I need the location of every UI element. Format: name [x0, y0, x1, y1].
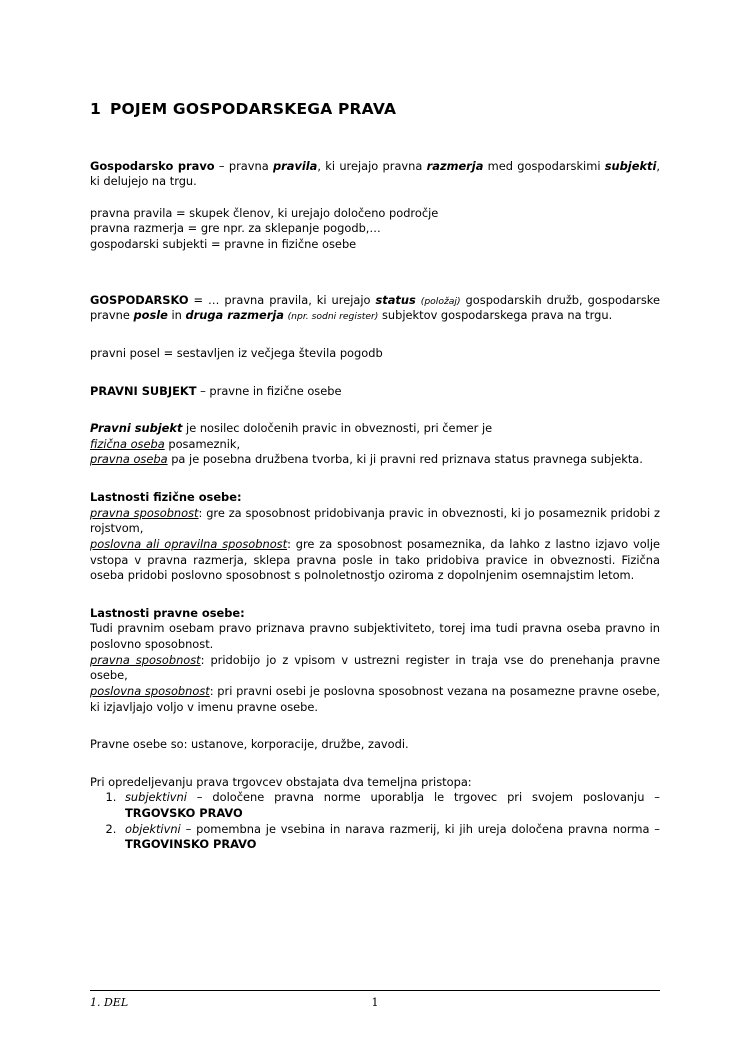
term-poslovna-ali-opravilna-sposobnost: poslovna ali opravilna sposobnost	[90, 536, 288, 551]
term-pravna-sposobnost: pravna sposobnost	[90, 505, 199, 520]
spacer	[90, 253, 660, 293]
text-fragment: = … pravna pravila, ki urejajo	[188, 292, 376, 307]
page-number: 1	[371, 996, 379, 1009]
spacer	[90, 715, 660, 737]
term-gospodarsko-pravo: Gospodarsko pravo	[90, 158, 215, 173]
term-pravna-sposobnost: pravna sposobnost	[90, 652, 201, 667]
emphasis-druga-razmerja: druga razmerja	[185, 308, 284, 323]
paragraph-gospodarsko-pravo-definition	[90, 159, 660, 190]
emphasis-razmerja: razmerja	[426, 158, 484, 173]
emphasis-status: status	[375, 292, 416, 307]
footer-divider	[90, 990, 660, 991]
spacer	[90, 119, 660, 159]
text-fragment: – pravna	[214, 158, 273, 173]
approach-list	[90, 790, 660, 853]
text-fragment: : pridobijo jo z vpisom v ustrezni register in traja vse do prenehanja pravne osebe,	[90, 652, 660, 683]
spacer	[90, 324, 660, 346]
line-pristopi-intro: Pri opredeljevanju prava trgovcev obstajata dva temeljna pristopa:	[90, 774, 472, 789]
emphasis-subjekti: subjekti	[604, 158, 657, 173]
document-body	[90, 100, 660, 853]
line-pravni-subjekt-definition	[90, 421, 660, 437]
text-fragment: – določene pravna norme uporablja le trgovec pri svojem poslovanju –	[186, 790, 660, 805]
line-pravne-osebe-so: Pravne osebe so: ustanove, korporacije, družbe, zavodi.	[90, 737, 409, 752]
spacer	[90, 399, 660, 421]
parenthetical-sodni-register: (npr. sodni register)	[287, 311, 379, 323]
text-fragment: gospodarskih družb, gospodarske pravne	[90, 292, 661, 323]
emphasis-pravni-subjekt: Pravni subjekt	[90, 421, 183, 436]
spacer	[90, 753, 660, 775]
text-fragment: : gre za sposobnost posameznika, da lahko z lastno izjavo volje vstopa v pravna razmerja, sklepa pravna posle in tako pridobiva pravice in obveznosti. Fizična oseba pridobi poslovno sposobnost s polnoletnostjo oziroma z dopolnjenim osemnajstim letom.	[90, 536, 660, 583]
text-fragment: – pravne in fizične osebe	[196, 383, 342, 398]
term-gospodarsko: GOSPODARSKO	[90, 292, 189, 307]
heading-text: POJEM GOSPODARSKEGA PRAVA	[110, 100, 397, 118]
paragraph-gospodarsko-definition	[90, 293, 660, 324]
subheading-text: Lastnosti fizične osebe:	[90, 490, 242, 505]
subheading-pravni-subjekt	[90, 384, 660, 400]
text-fragment: : pri pravni osebi je poslovna sposobnost vezana na posamezne pravne osebe, ki izjavljajo voljo v imenu pravne osebe.	[90, 683, 661, 714]
footer-row	[90, 996, 660, 1012]
spacer	[90, 584, 660, 606]
line-fizicna-oseba	[90, 437, 660, 453]
subheading-lastnosti-pravne-osebe	[90, 606, 660, 622]
parenthetical-polozaj: (položaj)	[420, 295, 461, 307]
subheading-lastnosti-fizicne-osebe	[90, 490, 660, 506]
heading-number: 1	[90, 100, 101, 118]
text-fragment: – pomembna je vsebina in narava razmerij, ki jih ureja določena pravna norma –	[180, 821, 660, 836]
paragraph-poslovna-opravilna-sposobnost	[90, 537, 660, 584]
term-pravna-oseba: pravna oseba	[90, 452, 168, 467]
text-fragment: , ki delujejo na trgu.	[90, 158, 660, 189]
text-fragment: posameznik,	[164, 436, 241, 451]
text-fragment: in	[167, 308, 186, 323]
paragraph-pravna-sposobnost-pravne	[90, 653, 660, 684]
list-line-pravna-razmerja: pravna razmerja = gre npr. za sklepanje pogodb,…	[90, 221, 381, 236]
paragraph-poslovna-sposobnost-pravne	[90, 684, 660, 715]
term-pravni-subjekt: PRAVNI SUBJEKT	[90, 383, 197, 398]
emphasis-pravila: pravila	[272, 158, 318, 173]
emphasis-subjektivni: subjektivni	[125, 790, 187, 805]
text-fragment: : gre za sposobnost pridobivanja pravic in obveznosti, ki jo posameznik pridobi z rojstvom,	[90, 505, 660, 536]
subheading-text: Lastnosti pravne osebe:	[90, 605, 245, 620]
strong-trgovsko-pravo: TRGOVSKO PRAVO	[125, 806, 243, 821]
list-line-gospodarski-subjekti: gospodarski subjekti = pravne in fizične osebe	[90, 237, 357, 252]
spacer	[90, 190, 660, 206]
text-fragment: med gospodarskimi	[483, 158, 605, 173]
paragraph-pravna-sposobnost-fizicne	[90, 506, 660, 537]
text-fragment: pa je posebna družbena tvorba, ki ji pravni red priznava status pravnega subjekta.	[167, 452, 643, 467]
page-title	[90, 100, 660, 119]
paragraph-pravna-subjektiviteta: Tudi pravnim osebam pravo priznava pravno subjektiviteto, torej ima tudi pravna oseba pravno in poslovno sposobnost.	[90, 621, 660, 652]
list-line-pravna-pravila: pravna pravila = skupek členov, ki urejajo določeno področje	[90, 205, 439, 220]
strong-trgovinsko-pravo: TRGOVINSKO PRAVO	[125, 837, 257, 852]
emphasis-objektivni: objektivni	[125, 821, 181, 836]
page-footer	[90, 990, 660, 1012]
list-item	[120, 822, 660, 853]
line-pravni-posel: pravni posel = sestavljen iz večjega števila pogodb	[90, 345, 383, 360]
text-fragment: , ki urejajo pravna	[317, 158, 427, 173]
spacer	[90, 362, 660, 384]
list-item	[120, 790, 660, 821]
emphasis-posle: posle	[133, 308, 168, 323]
spacer	[90, 468, 660, 490]
text-fragment: subjektov gospodarskega prava na trgu.	[378, 308, 613, 323]
term-fizicna-oseba: fizična oseba	[90, 436, 165, 451]
text-fragment: je nosilec določenih pravic in obveznosti, pri čemer je	[182, 421, 493, 436]
paragraph-pravna-oseba	[90, 452, 660, 468]
footer-section-label: 1. DEL	[90, 996, 129, 1009]
term-poslovna-sposobnost: poslovna sposobnost	[90, 683, 210, 698]
